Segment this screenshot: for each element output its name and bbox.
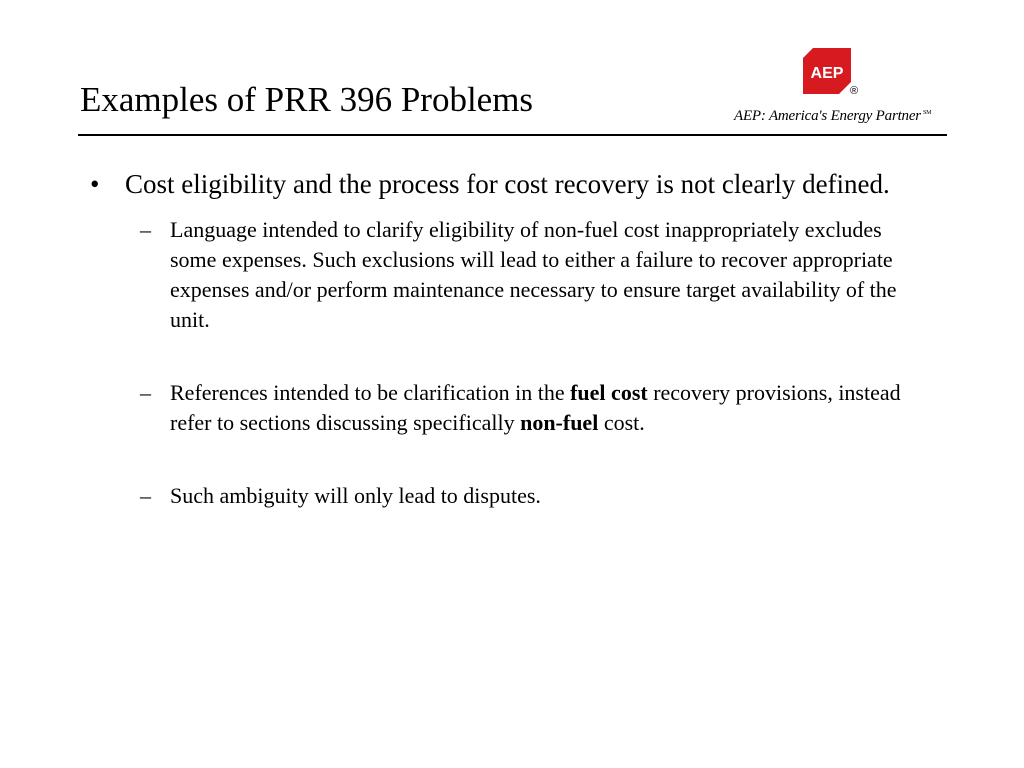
dash-glyph: – bbox=[140, 483, 151, 508]
dash-glyph: – bbox=[140, 380, 151, 405]
sub-bullet-item bbox=[140, 215, 940, 335]
company-logo bbox=[730, 48, 945, 130]
service-mark: SM bbox=[922, 110, 932, 116]
text-segment: References intended to be clarification in the bbox=[170, 380, 571, 405]
logo-mark-text: AEP bbox=[810, 65, 844, 82]
bullet-item bbox=[90, 168, 940, 200]
title-divider bbox=[78, 134, 947, 136]
slide-body bbox=[90, 168, 940, 511]
sub-bullet-text: Language intended to clarify eligibility of non-fuel cost inappropriately excludes some expenses. Such exclusions will lead to either a failure to recover appropriate expenses and/or perform maintenance necessary to ensure target availability of the unit. bbox=[170, 217, 897, 332]
text-segment: recovery provisions, instead refer to sections discussing specifically bbox=[170, 380, 901, 435]
dash-glyph: – bbox=[140, 217, 151, 242]
sub-bullet-list bbox=[90, 215, 940, 511]
sub-bullet-text: Such ambiguity will only lead to disputes. bbox=[170, 483, 541, 508]
aep-logo-mark bbox=[803, 48, 851, 96]
tagline-text: AEP: America's Energy Partner bbox=[734, 108, 921, 124]
registered-symbol bbox=[848, 84, 860, 96]
logo-tagline bbox=[734, 108, 931, 125]
sub-bullet-text bbox=[170, 378, 930, 438]
sub-bullet-item bbox=[140, 378, 940, 438]
emphasis-fuel-cost: fuel cost bbox=[570, 380, 648, 405]
text-segment: cost. bbox=[598, 410, 645, 435]
bullet-glyph: • bbox=[90, 169, 100, 199]
svg-text:®: ® bbox=[849, 85, 859, 96]
emphasis-non-fuel: non-fuel bbox=[520, 410, 599, 435]
slide-title: Examples of PRR 396 Problems bbox=[80, 80, 534, 119]
sub-bullet-item bbox=[140, 481, 940, 511]
bullet-text: Cost eligibility and the process for cost recovery is not clearly defined. bbox=[125, 169, 890, 199]
